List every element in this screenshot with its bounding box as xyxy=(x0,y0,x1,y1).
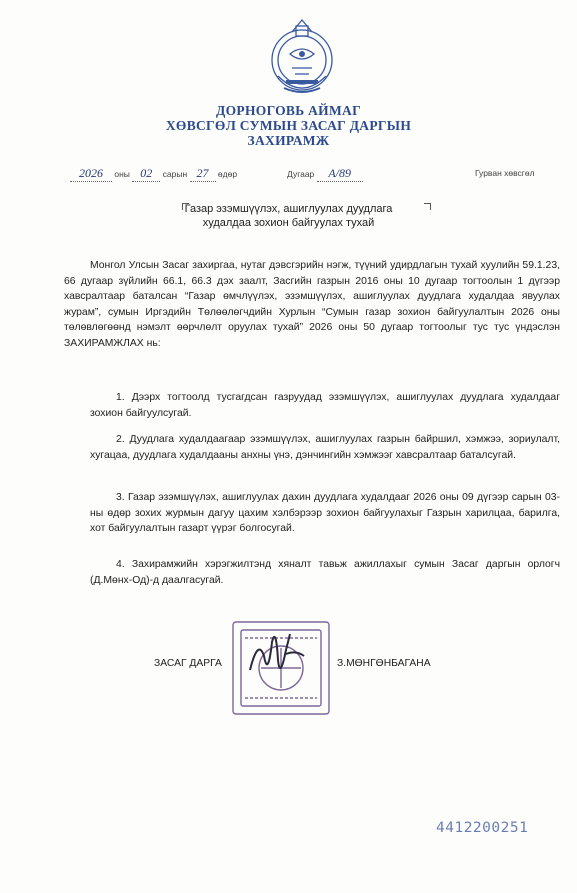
state-emblem-icon xyxy=(262,18,342,106)
day-value: 27 xyxy=(190,166,216,182)
title-line-1: Газар эзэмшүүлэх, ашиглуулах дуудлага xyxy=(184,203,393,215)
place-label: Гурван хөвсгөл xyxy=(475,168,535,178)
paragraph-item-3: 3. Газар эзэмшүүлэх, ашиглуулах дахин дуудлага худалдааг 2026 оны 09 дүгээр сарын 03-ны өдөр зохих журмын дагуу цахим хэлбэрээр зохион байгуулахыг Газрын харилцаа, барилга, хот байгуулалтын газарт үүрэг болгосугай. xyxy=(90,492,560,534)
header-doc-type: ЗАХИРАМЖ xyxy=(247,133,330,148)
signature-icon xyxy=(240,620,310,690)
signatory-name: З.МӨНГӨНБАГАНА xyxy=(337,658,431,669)
paragraph-item-2: 2. Дуудлага худалдаагаар эзэмшүүлэх, ашиглуулах газрын байршил, хэмжээ, зориулалт, хугацаа, дуудлага худалдааны анхны үнэ, дэнчингийн хэмжээг хавсралтаар баталсугай. xyxy=(90,434,560,461)
date-line xyxy=(70,166,237,182)
day-label: өдөр xyxy=(217,169,238,179)
paragraph-item-4: 4. Захирамжийн хэрэгжилтэнд хяналт тавьж ажиллахыг сумын Засаг даргын орлогч (Д.Мөнх-Од)-д даалгасугай. xyxy=(90,559,560,586)
document-serial: 4412200251 xyxy=(436,820,529,836)
year-value: 2026 xyxy=(70,166,112,182)
signatory-title: ЗАСАГ ДАРГА xyxy=(154,658,222,669)
document-title xyxy=(0,202,577,230)
paragraph-item-1: 1. Дээрх тогтоолд тусгагдсан газруудад эзэмшүүлэх, ашиглуулах дуудлага худалдааг зохион байгуулсугай. xyxy=(90,392,560,419)
header-aimag: ДОРНОГОВЬ АЙМАГ xyxy=(216,103,361,118)
number-value: А/89 xyxy=(317,166,363,182)
month-label: сарын xyxy=(162,169,188,179)
header-soum-governor: ХӨВСГӨЛ СУМЫН ЗАСАГ ДАРГЫН xyxy=(165,118,412,133)
month-value: 02 xyxy=(132,166,160,182)
paragraph-preamble: Монгол Улсын Засаг захиргаа, нутаг дэвсгэрийн нэгж, түүний удирдлагын тухай хуулийн 59.1.23, 66 дугаар зүйлийн 66.1, 66.3 дэх заалт, Засгийн газрын 2016 оны 10 дугаар тогтоолын 1 дүгээр хавсралтаар баталсан “Газар өмчлүүлэх, эзэмшүүлэх, ашиглуулах дуудлага худалдаа явуулах журам”, сумын Иргэдийн Төлөөлөгчдийн Хурлын “Сумын газар зохион байгуулалтын 2026 оны төлөвлөгөөнд нэмэлт өөрчлөлт оруулах тухай” 2026 оны 50 дугаар тогтоолыг тус тус үндэслэн ЗАХИРАМЖЛАХ нь: xyxy=(64,260,560,349)
number-label: Дугаар xyxy=(287,169,315,179)
title-line-2: худалдаа зохион байгуулах тухай xyxy=(202,217,375,229)
year-label: оны xyxy=(114,169,130,179)
number-line xyxy=(287,166,363,182)
